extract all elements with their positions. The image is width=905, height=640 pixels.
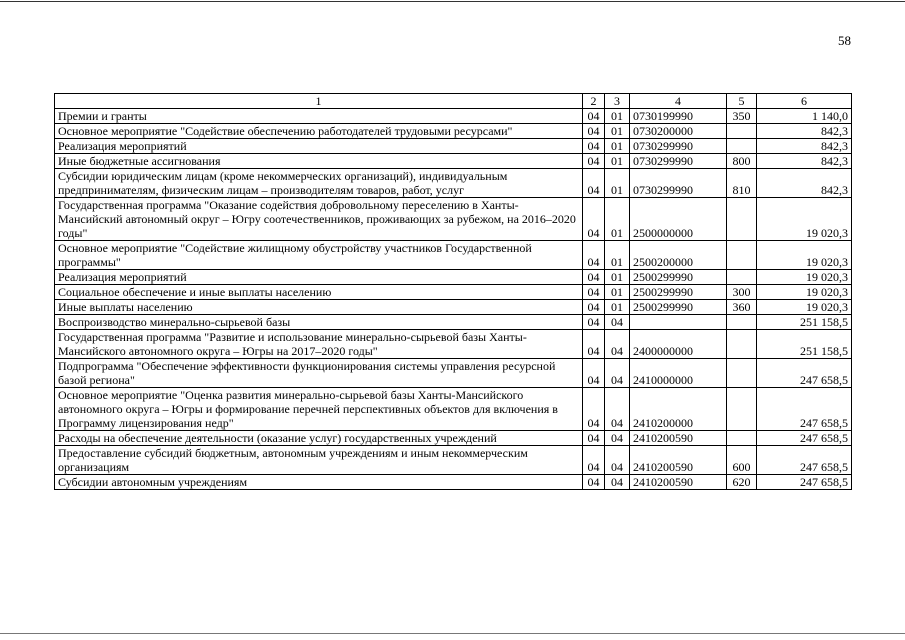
row-target-code-cell: 2500200000	[630, 241, 727, 270]
row-name-cell: Государственная программа "Оказание содействия добровольному переселению в Ханты-Мансийский автономный округ – Югру соотечественников, проживающих за рубежом, на 2016–2020 годы"	[55, 198, 583, 241]
row-expense-type-cell: 620	[727, 475, 757, 490]
row-expense-type-cell	[727, 124, 757, 139]
table-row	[55, 300, 852, 315]
row-expense-type-cell: 800	[727, 154, 757, 169]
row-target-code-cell: 2410200000	[630, 388, 727, 431]
row-section-cell: 04	[583, 198, 605, 241]
row-name-cell: Субсидии автономным учреждениям	[55, 475, 583, 490]
row-subsection-cell: 04	[605, 431, 630, 446]
row-amount-cell: 251 158,5	[757, 330, 852, 359]
row-name-cell: Основное мероприятие "Содействие обеспечению работодателей трудовыми ресурсами"	[55, 124, 583, 139]
row-expense-type-cell	[727, 139, 757, 154]
table-body	[55, 109, 852, 490]
row-subsection-cell: 01	[605, 124, 630, 139]
row-target-code-cell: 0730299990	[630, 154, 727, 169]
table-row	[55, 315, 852, 330]
header-col-4: 4	[630, 94, 727, 109]
row-section-cell: 04	[583, 109, 605, 124]
table-row	[55, 169, 852, 198]
table-header	[55, 94, 852, 109]
row-target-code-cell	[630, 315, 727, 330]
row-target-code-cell: 2410200590	[630, 446, 727, 475]
table-row	[55, 431, 852, 446]
row-section-cell: 04	[583, 124, 605, 139]
header-col-3: 3	[605, 94, 630, 109]
row-amount-cell: 247 658,5	[757, 475, 852, 490]
row-expense-type-cell	[727, 388, 757, 431]
row-expense-type-cell	[727, 330, 757, 359]
row-subsection-cell: 01	[605, 270, 630, 285]
row-subsection-cell: 01	[605, 154, 630, 169]
row-subsection-cell: 01	[605, 300, 630, 315]
row-expense-type-cell: 810	[727, 169, 757, 198]
row-section-cell: 04	[583, 431, 605, 446]
row-subsection-cell: 04	[605, 446, 630, 475]
row-name-cell: Подпрограмма "Обеспечение эффективности функционирования системы управления ресурсной базой региона"	[55, 359, 583, 388]
row-name-cell: Иные выплаты населению	[55, 300, 583, 315]
budget-table	[54, 93, 852, 490]
row-expense-type-cell: 350	[727, 109, 757, 124]
row-name-cell: Государственная программа "Развитие и использование минерально-сырьевой базы Ханты-Мансийского автономного округа – Югры на 2017–2020 годы"	[55, 330, 583, 359]
row-section-cell: 04	[583, 139, 605, 154]
row-amount-cell: 247 658,5	[757, 388, 852, 431]
row-subsection-cell: 01	[605, 169, 630, 198]
row-target-code-cell: 2410000000	[630, 359, 727, 388]
header-col-6: 6	[757, 94, 852, 109]
table-row	[55, 270, 852, 285]
table-row	[55, 109, 852, 124]
row-subsection-cell: 01	[605, 198, 630, 241]
row-amount-cell: 247 658,5	[757, 446, 852, 475]
table-row	[55, 330, 852, 359]
row-amount-cell: 19 020,3	[757, 285, 852, 300]
row-subsection-cell: 04	[605, 475, 630, 490]
table-row	[55, 388, 852, 431]
row-section-cell: 04	[583, 285, 605, 300]
row-name-cell: Социальное обеспечение и иные выплаты населению	[55, 285, 583, 300]
row-section-cell: 04	[583, 330, 605, 359]
row-target-code-cell: 2410200590	[630, 475, 727, 490]
row-target-code-cell: 2410200590	[630, 431, 727, 446]
row-expense-type-cell: 360	[727, 300, 757, 315]
row-section-cell: 04	[583, 388, 605, 431]
row-name-cell: Реализация мероприятий	[55, 139, 583, 154]
row-target-code-cell: 2500299990	[630, 285, 727, 300]
row-subsection-cell: 01	[605, 241, 630, 270]
row-amount-cell: 19 020,3	[757, 198, 852, 241]
row-expense-type-cell	[727, 241, 757, 270]
row-name-cell: Воспроизводство минерально-сырьевой базы	[55, 315, 583, 330]
row-target-code-cell: 2500299990	[630, 270, 727, 285]
row-target-code-cell: 2400000000	[630, 330, 727, 359]
row-expense-type-cell	[727, 270, 757, 285]
row-section-cell: 04	[583, 270, 605, 285]
row-name-cell: Расходы на обеспечение деятельности (оказание услуг) государственных учреждений	[55, 431, 583, 446]
header-col-2: 2	[583, 94, 605, 109]
row-subsection-cell: 01	[605, 139, 630, 154]
row-amount-cell: 19 020,3	[757, 241, 852, 270]
row-target-code-cell: 0730200000	[630, 124, 727, 139]
row-expense-type-cell	[727, 198, 757, 241]
row-name-cell: Предоставление субсидий бюджетным, автономным учреждениям и иным некоммерческим организациям	[55, 446, 583, 475]
table-row	[55, 139, 852, 154]
row-section-cell: 04	[583, 300, 605, 315]
row-expense-type-cell	[727, 359, 757, 388]
header-col-5: 5	[727, 94, 757, 109]
row-expense-type-cell	[727, 315, 757, 330]
table-row	[55, 446, 852, 475]
row-name-cell: Премии и гранты	[55, 109, 583, 124]
table-row	[55, 359, 852, 388]
row-subsection-cell: 04	[605, 359, 630, 388]
row-section-cell: 04	[583, 241, 605, 270]
row-section-cell: 04	[583, 446, 605, 475]
row-amount-cell: 247 658,5	[757, 431, 852, 446]
table-row	[55, 241, 852, 270]
table-row	[55, 285, 852, 300]
row-amount-cell: 251 158,5	[757, 315, 852, 330]
row-amount-cell: 1 140,0	[757, 109, 852, 124]
row-name-cell: Иные бюджетные ассигнования	[55, 154, 583, 169]
bottom-scan-edge	[0, 633, 905, 634]
row-amount-cell: 19 020,3	[757, 300, 852, 315]
row-target-code-cell: 2500299990	[630, 300, 727, 315]
top-scan-edge	[0, 1, 905, 2]
row-amount-cell: 19 020,3	[757, 270, 852, 285]
table-row	[55, 154, 852, 169]
row-subsection-cell: 04	[605, 388, 630, 431]
row-amount-cell: 842,3	[757, 169, 852, 198]
table-row	[55, 124, 852, 139]
row-section-cell: 04	[583, 475, 605, 490]
row-section-cell: 04	[583, 315, 605, 330]
row-name-cell: Основное мероприятие "Содействие жилищному обустройству участников Государственной программы"	[55, 241, 583, 270]
row-target-code-cell: 0730299990	[630, 169, 727, 198]
row-name-cell: Субсидии юридическим лицам (кроме некоммерческих организаций), индивидуальным предпринимателям, физическим лицам – производителям товаров, работ, услуг	[55, 169, 583, 198]
row-subsection-cell: 01	[605, 109, 630, 124]
row-name-cell: Основное мероприятие "Оценка развития минерально-сырьевой базы Ханты-Мансийского автономного округа – Югры и формирование перечней перспективных объектов для включения в Программу лицензирования недр"	[55, 388, 583, 431]
row-name-cell: Реализация мероприятий	[55, 270, 583, 285]
row-amount-cell: 247 658,5	[757, 359, 852, 388]
row-expense-type-cell: 300	[727, 285, 757, 300]
row-amount-cell: 842,3	[757, 139, 852, 154]
row-subsection-cell: 04	[605, 330, 630, 359]
header-col-1: 1	[55, 94, 583, 109]
row-subsection-cell: 01	[605, 285, 630, 300]
row-section-cell: 04	[583, 169, 605, 198]
row-amount-cell: 842,3	[757, 124, 852, 139]
table-row	[55, 475, 852, 490]
row-target-code-cell: 2500000000	[630, 198, 727, 241]
row-subsection-cell: 04	[605, 315, 630, 330]
row-section-cell: 04	[583, 154, 605, 169]
row-section-cell: 04	[583, 359, 605, 388]
row-target-code-cell: 0730199990	[630, 109, 727, 124]
row-expense-type-cell	[727, 431, 757, 446]
header-row	[55, 94, 852, 109]
page-number: 58	[838, 33, 851, 48]
row-target-code-cell: 0730299990	[630, 139, 727, 154]
row-amount-cell: 842,3	[757, 154, 852, 169]
row-expense-type-cell: 600	[727, 446, 757, 475]
table-row	[55, 198, 852, 241]
